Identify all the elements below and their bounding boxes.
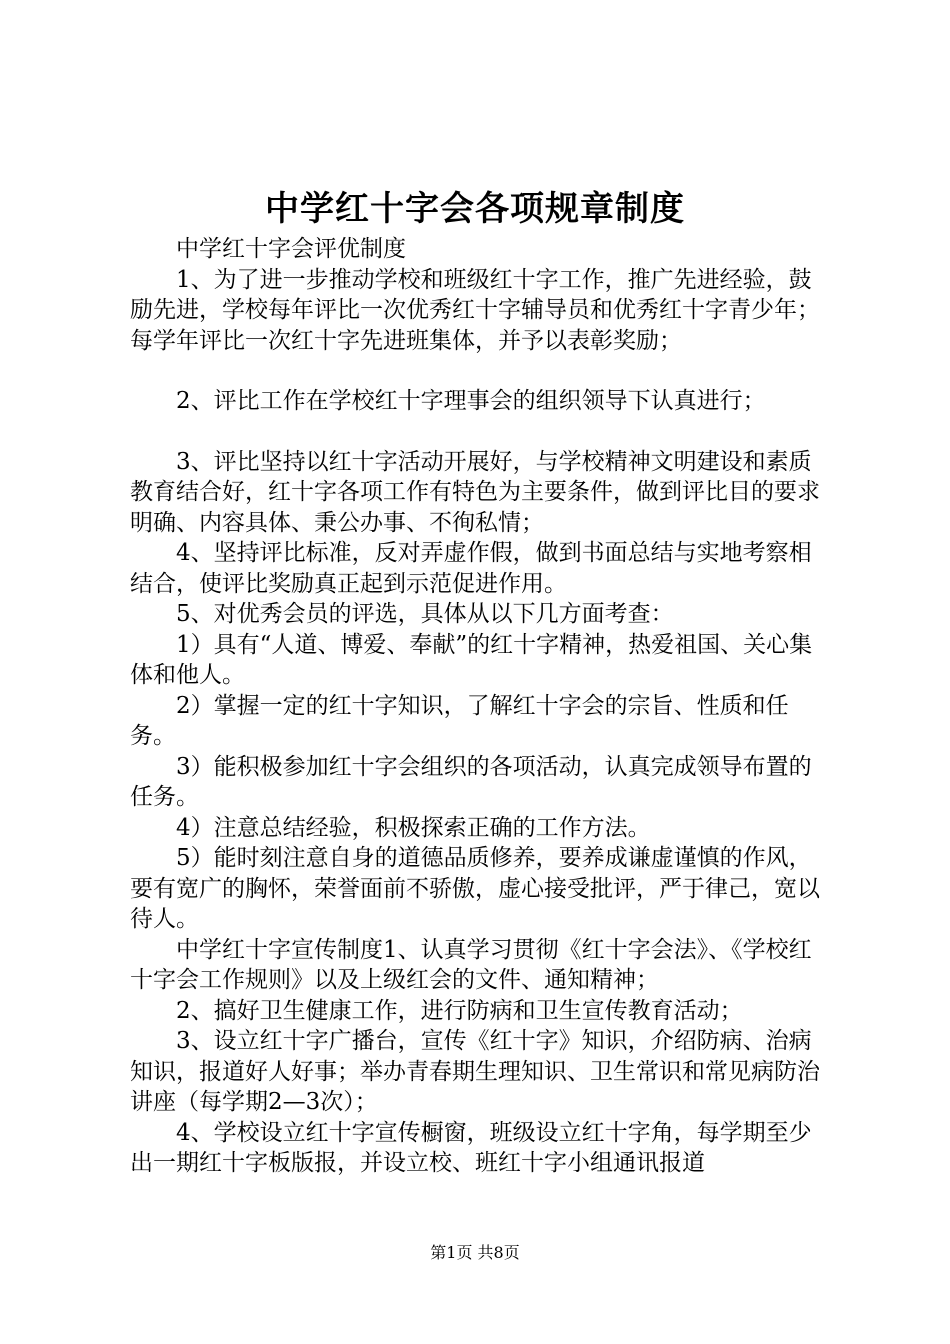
publicity-item-3: 3、设立红十字广播台，宣传《红十字》知识，介绍防病、治病知识，报道好人好事；举办青春期生理知识、卫生常识和常见病防治讲座（每学期2—3次）； — [130, 1028, 820, 1115]
section-heading-publicity: 中学红十字宣传制度1、认真学习贯彻《红十字会法》、《学校红十字会工作规则》以及上级红会的文件、通知精神； — [130, 936, 812, 993]
paragraph-gap — [130, 356, 830, 386]
section-heading-awards: 中学红十字会评优制度 — [176, 236, 406, 262]
sub-item-1: 1）具有“人道、博爱、奉献”的红十字精神，热爱祖国、关心集体和他人。 — [130, 631, 813, 688]
paragraph-3: 3、评比坚持以红十字活动开展好，与学校精神文明建设和素质教育结合好，红十字各项工作有特色为主要条件，做到评比目的要求明确、内容具体、秉公办事、不徇私情； — [130, 448, 820, 536]
sub-item-2: 2）掌握一定的红十字知识，了解红十字会的宗旨、性质和任务。 — [130, 692, 789, 749]
paragraph-2: 2、评比工作在学校红十字理事会的组织领导下认真进行； — [176, 388, 766, 414]
paragraph-gap — [130, 417, 830, 447]
document-body — [130, 234, 830, 1179]
page-title: 中学红十字会各项规章制度 — [265, 189, 685, 229]
paragraph-5: 5、对优秀会员的评选，具体从以下几方面考查： — [176, 601, 674, 627]
sub-item-5: 5）能时刻注意自身的道德品质修养，要养成谦虚谨慎的作风，要有宽广的胸怀，荣誉面前不骄傲，虚心接受批评，严于律己，宽以待人。 — [130, 845, 820, 932]
paragraph-4: 4、坚持评比标准，反对弄虚作假，做到书面总结与实地考察相结合，使评比奖励真正起到示范促进作用。 — [130, 540, 812, 597]
publicity-item-4: 4、学校设立红十字宣传橱窗，班级设立红十字角，每学期至少出一期红十字板版报，并设立校、班红十字小组通讯报道 — [130, 1119, 812, 1176]
sub-item-4: 4）注意总结经验，积极探索正确的工作方法。 — [176, 814, 651, 841]
paragraph-1: 1、为了进一步推动学校和班级红十字工作，推广先进经验，鼓励先进，学校每年评比一次优秀红十字辅导员和优秀红十字青少年；每学年评比一次红十字先进班集体，并予以表彰奖励； — [130, 266, 820, 354]
publicity-item-2: 2、搞好卫生健康工作，进行防病和卫生宣传教育活动； — [176, 997, 743, 1024]
page-number: 第1页 共8页 — [430, 1243, 520, 1262]
sub-item-3: 3）能积极参加红十字会组织的各项活动，认真完成领导布置的任务。 — [130, 753, 812, 810]
